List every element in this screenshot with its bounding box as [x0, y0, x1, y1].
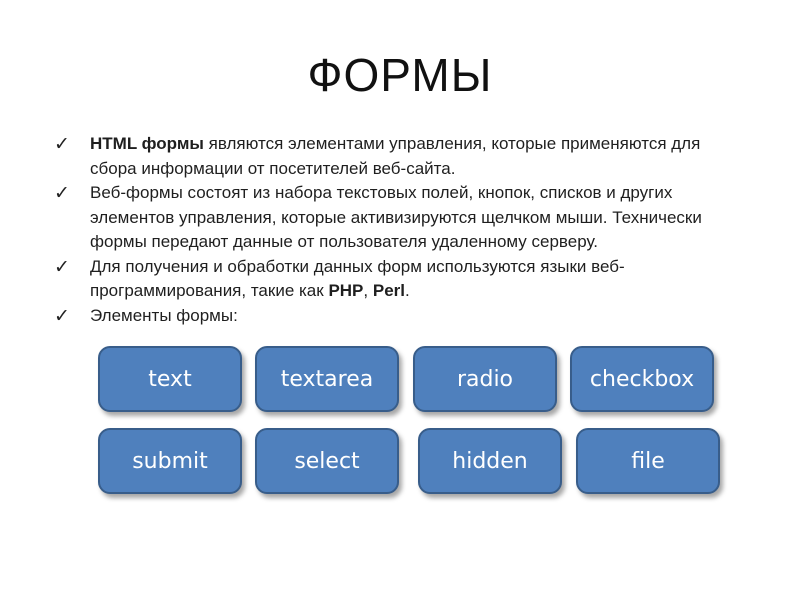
element-chip-select: select — [255, 428, 399, 494]
bullet-end: . — [405, 281, 410, 300]
element-chip-text: text — [98, 346, 242, 412]
check-icon: ✓ — [54, 182, 70, 204]
check-icon: ✓ — [54, 133, 70, 155]
bullet-text: Элементы формы: — [90, 305, 238, 325]
bullet-separator: , — [363, 281, 373, 300]
element-chip-radio: radio — [413, 346, 557, 412]
element-chip-submit: submit — [98, 428, 242, 494]
bullet-bold-lead: HTML формы — [90, 134, 204, 153]
slide-title: ФОРМЫ — [307, 49, 493, 101]
bullet-text: Веб-формы состоят из набора текстовых полей, кнопок, списков и других элементов управления, которые активизируются щелчком мыши. Технически формы передают данные от пользователя удаленному серверу. — [90, 183, 702, 251]
check-icon: ✓ — [54, 304, 70, 327]
element-chip-hidden: hidden — [418, 428, 562, 494]
element-chip-file: file — [576, 428, 720, 494]
check-icon: ✓ — [54, 255, 70, 278]
bullet-bold-php: PHP — [328, 281, 364, 300]
bullet-text: являются элементами управления, которые применяются для сбора информации от посетителей веб-сайта. — [90, 134, 701, 178]
element-chip-checkbox: checkbox — [570, 346, 714, 412]
bullet-text: Для получения и обработки данных форм используются языки веб-программирования, такие как — [90, 256, 625, 300]
element-chip-textarea: textarea — [255, 346, 399, 412]
bullet-bold-perl: Perl — [372, 281, 405, 300]
